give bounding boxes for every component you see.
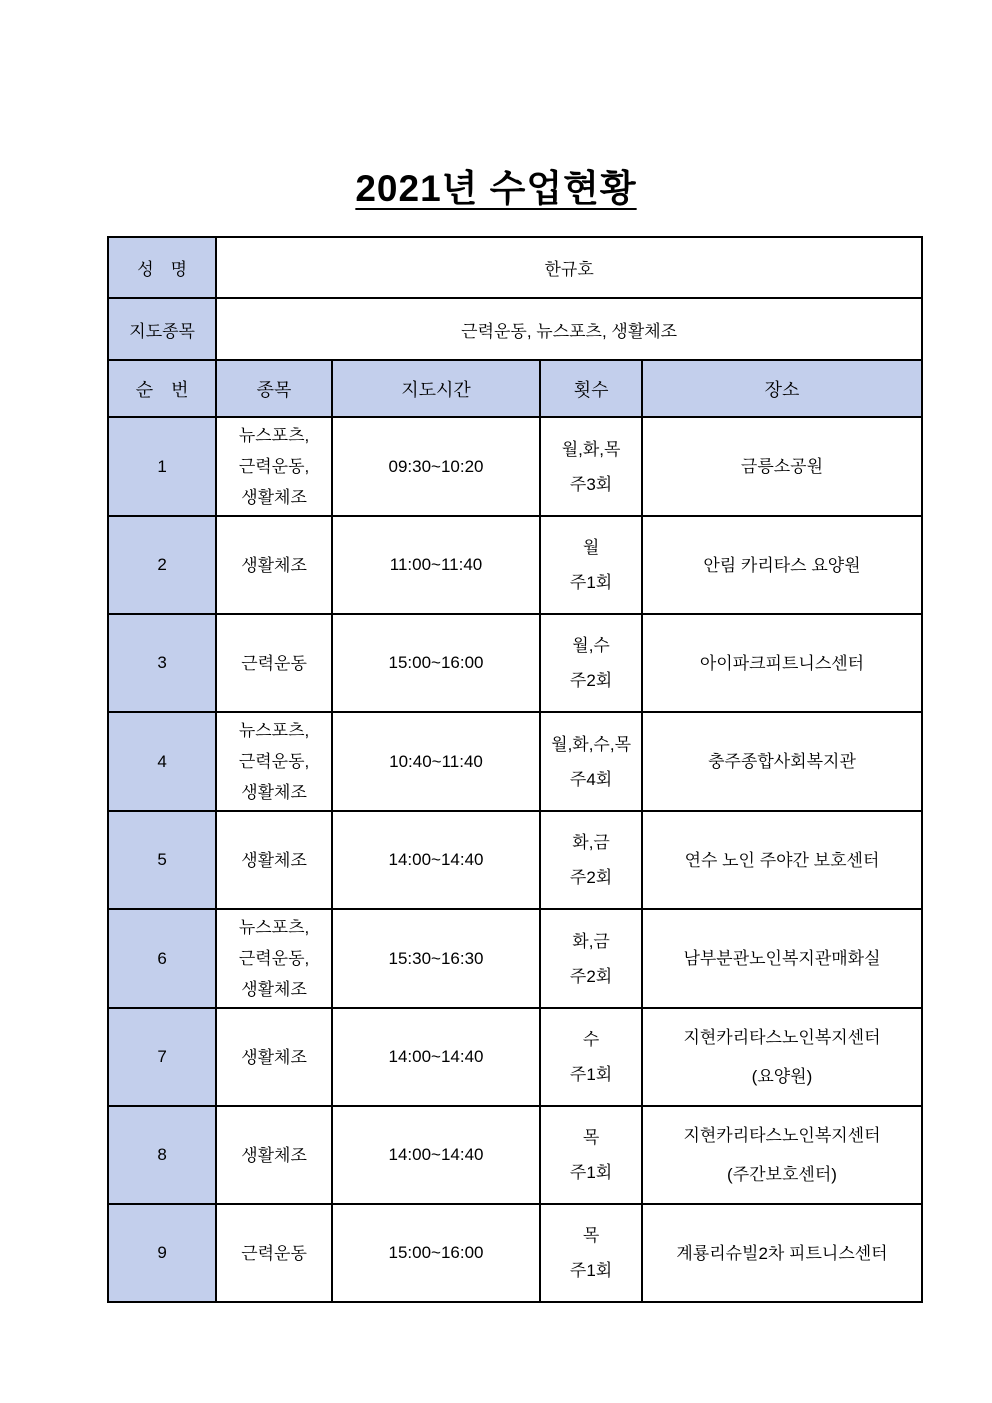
name-label: 성 명 <box>108 237 216 298</box>
cell-freq: 화,금 주2회 <box>540 909 642 1008</box>
cell-place: 금릉소공원 <box>642 417 922 516</box>
class-schedule-table <box>107 236 923 1303</box>
cell-no: 3 <box>108 614 216 712</box>
cell-place: 남부분관노인복지관매화실 <box>642 909 922 1008</box>
cell-time: 14:00~14:40 <box>332 1008 540 1106</box>
cell-freq: 수 주1회 <box>540 1008 642 1106</box>
cell-freq: 월,화,목 주3회 <box>540 417 642 516</box>
cell-time: 14:00~14:40 <box>332 1106 540 1204</box>
table-row <box>108 614 922 712</box>
table-row <box>108 909 922 1008</box>
name-row <box>108 237 922 298</box>
schedule-table-body <box>108 417 922 1302</box>
cell-subject: 근력운동 <box>216 614 332 712</box>
subjects-label: 지도종목 <box>108 298 216 360</box>
subjects-row <box>108 298 922 360</box>
cell-time: 10:40~11:40 <box>332 712 540 811</box>
table-row <box>108 811 922 909</box>
cell-freq: 월,화,수,목 주4회 <box>540 712 642 811</box>
cell-subject: 뉴스포츠, 근력운동, 생활체조 <box>216 712 332 811</box>
cell-freq: 월,수 주2회 <box>540 614 642 712</box>
cell-subject: 뉴스포츠, 근력운동, 생활체조 <box>216 909 332 1008</box>
column-header-row <box>108 360 922 417</box>
page-title <box>0 0 992 212</box>
cell-time: 14:00~14:40 <box>332 811 540 909</box>
cell-no: 7 <box>108 1008 216 1106</box>
table-row <box>108 1106 922 1204</box>
cell-time: 09:30~10:20 <box>332 417 540 516</box>
column-header-subject: 종목 <box>216 360 332 417</box>
table-row <box>108 712 922 811</box>
cell-subject: 생활체조 <box>216 1008 332 1106</box>
cell-place: 지현카리타스노인복지센터 (주간보호센터) <box>642 1106 922 1204</box>
cell-time: 15:30~16:30 <box>332 909 540 1008</box>
cell-subject: 생활체조 <box>216 811 332 909</box>
cell-place: 아이파크피트니스센터 <box>642 614 922 712</box>
cell-place: 충주종합사회복지관 <box>642 712 922 811</box>
cell-time: 15:00~16:00 <box>332 1204 540 1302</box>
page-title-text: 2021년 수업현황 <box>355 168 637 209</box>
cell-no: 5 <box>108 811 216 909</box>
cell-place: 지현카리타스노인복지센터 (요양원) <box>642 1008 922 1106</box>
table-row <box>108 516 922 614</box>
cell-no: 6 <box>108 909 216 1008</box>
cell-subject: 생활체조 <box>216 516 332 614</box>
cell-subject: 생활체조 <box>216 1106 332 1204</box>
cell-no: 9 <box>108 1204 216 1302</box>
cell-no: 1 <box>108 417 216 516</box>
cell-no: 8 <box>108 1106 216 1204</box>
cell-place: 안림 카리타스 요양원 <box>642 516 922 614</box>
cell-no: 4 <box>108 712 216 811</box>
name-value: 한규호 <box>216 237 922 298</box>
column-header-frequency: 횟수 <box>540 360 642 417</box>
info-rows <box>108 237 922 417</box>
cell-subject: 근력운동 <box>216 1204 332 1302</box>
table-row <box>108 1204 922 1302</box>
column-header-place: 장소 <box>642 360 922 417</box>
column-header-time: 지도시간 <box>332 360 540 417</box>
table-row <box>108 1008 922 1106</box>
cell-time: 15:00~16:00 <box>332 614 540 712</box>
cell-freq: 목 주1회 <box>540 1106 642 1204</box>
cell-freq: 화,금 주2회 <box>540 811 642 909</box>
column-header-number: 순 번 <box>108 360 216 417</box>
cell-place: 계룡리슈빌2차 피트니스센터 <box>642 1204 922 1302</box>
subjects-value: 근력운동, 뉴스포츠, 생활체조 <box>216 298 922 360</box>
cell-freq: 목 주1회 <box>540 1204 642 1302</box>
cell-time: 11:00~11:40 <box>332 516 540 614</box>
cell-freq: 월 주1회 <box>540 516 642 614</box>
cell-subject: 뉴스포츠, 근력운동, 생활체조 <box>216 417 332 516</box>
cell-place: 연수 노인 주야간 보호센터 <box>642 811 922 909</box>
table-row <box>108 417 922 516</box>
cell-no: 2 <box>108 516 216 614</box>
